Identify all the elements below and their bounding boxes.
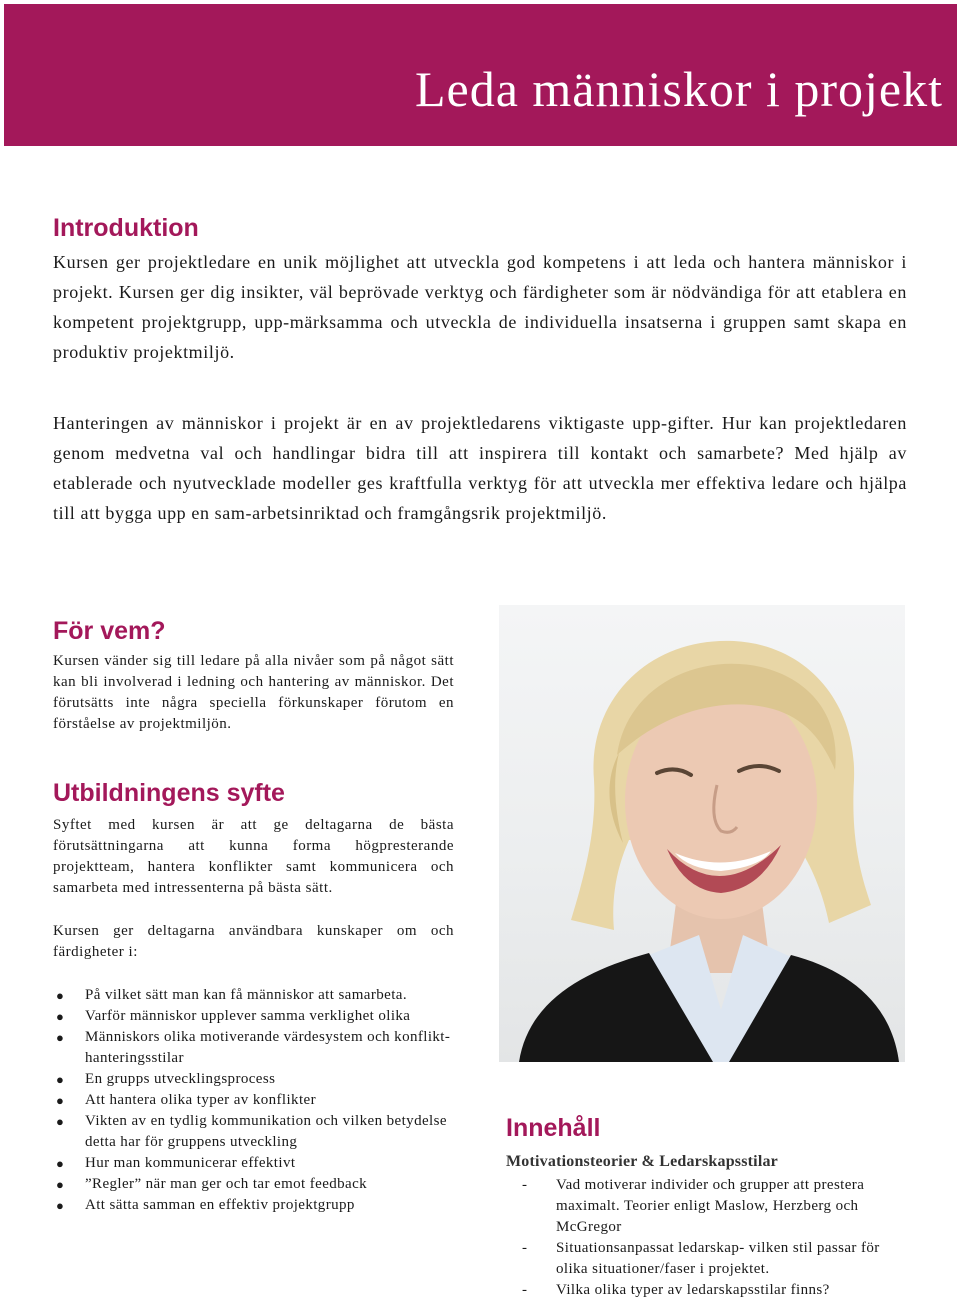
list-item: ● En grupps utvecklingsprocess (53, 1069, 453, 1090)
list-item: ● Att hantera olika typer av konflikter (53, 1090, 453, 1111)
bullet-icon: ● (56, 1177, 65, 1192)
portrait-illustration (499, 605, 905, 1062)
skills-list (53, 985, 453, 1216)
list-item: ● Hur man kommunicerar effektivt (53, 1153, 453, 1174)
title-banner (4, 4, 957, 146)
purpose-heading: Utbildningens syfte (53, 779, 285, 807)
intro-paragraph-2: Hanteringen av människor i projekt är en av projektledarens viktigaste upp-gifter. Hur kan projektledaren genom medvetna val och handlingar bidra till att inspirera till kontakt och samarbete? Med hjälp av etablerade och nyutvecklade modeller ges kraftfulla verktyg för att utveckla mer effektiva ledare och hjälpa till att bygga upp en sam-arbetsinriktad och framgångsrik projektmiljö. (53, 413, 907, 523)
for-whom-text: Kursen vänder sig till ledare på alla nivåer som på något sätt kan bli involverad i ledning och hantering av människor. Det förutsätts inte några speciella förkunskaper förutom en förståelse av projektmiljön. (53, 653, 454, 732)
bullet-icon: ● (56, 1114, 65, 1129)
list-item: ● Människors olika motiverande värdesystem och konflikt-hanteringsstilar (56, 1029, 451, 1066)
purpose-text: Syftet med kursen är att ge deltagarna de bästa förutsättningarna att kunna forma högpresterande projektteam, hantera konflikter samt kommunicera och samarbeta med intressenterna på bästa sätt. (53, 817, 454, 896)
list-item: - Vad motiverar individer och grupper att prestera maximalt. Teorier enligt Maslow, Herzberg och McGregor (522, 1177, 865, 1235)
skills-intro: Kursen ger deltagarna användbara kunskaper om och färdigheter i: (53, 923, 454, 960)
dash-icon: - (522, 1240, 528, 1256)
content-list (518, 1175, 908, 1301)
dash-icon: - (522, 1282, 528, 1298)
dash-icon: - (522, 1177, 528, 1193)
page-title: Leda människor i projekt (414, 61, 943, 117)
bullet-icon: ● (56, 1072, 65, 1087)
list-item: ● Varför människor upplever samma verklighet olika (53, 1006, 453, 1027)
portrait-photo (499, 605, 905, 1062)
bullet-icon: ● (56, 1156, 65, 1171)
list-item: - Situationsanpassat ledarskap- vilken stil passar för olika situationer/faser i projektet. (522, 1240, 880, 1277)
content-heading: Innehåll (506, 1114, 601, 1142)
list-item: ● ”Regler” när man ger och tar emot feedback (53, 1174, 453, 1195)
bullet-icon: ● (56, 988, 65, 1003)
intro-heading: Introduktion (53, 214, 199, 242)
bullet-icon: ● (56, 1009, 65, 1024)
list-item: - Vilka olika typer av ledarskapsstilar finns? (518, 1280, 908, 1301)
content-subheading: Motivationsteorier & Ledarskapsstilar (506, 1153, 778, 1170)
bullet-icon: ● (56, 1093, 65, 1108)
bullet-icon: ● (56, 1030, 65, 1045)
list-item: ● Vikten av en tydlig kommunikation och vilken betydelse detta har för gruppens utveckling (56, 1113, 447, 1150)
for-whom-heading: För vem? (53, 617, 166, 645)
list-item: ● Att sätta samman en effektiv projektgrupp (53, 1195, 453, 1216)
intro-paragraph-1: Kursen ger projektledare en unik möjlighet att utveckla god kompetens i att leda och hantera människor i projekt. Kursen ger dig insikter, väl beprövade verktyg och färdigheter som är nödvändiga för att etablera en kompetent projektgrupp, upp-märksamma och utveckla de individuella insatserna i gruppen samt skapa en produktiv projektmiljö. (53, 252, 907, 362)
list-item: ● På vilket sätt man kan få människor att samarbeta. (53, 985, 453, 1006)
bullet-icon: ● (56, 1198, 65, 1213)
